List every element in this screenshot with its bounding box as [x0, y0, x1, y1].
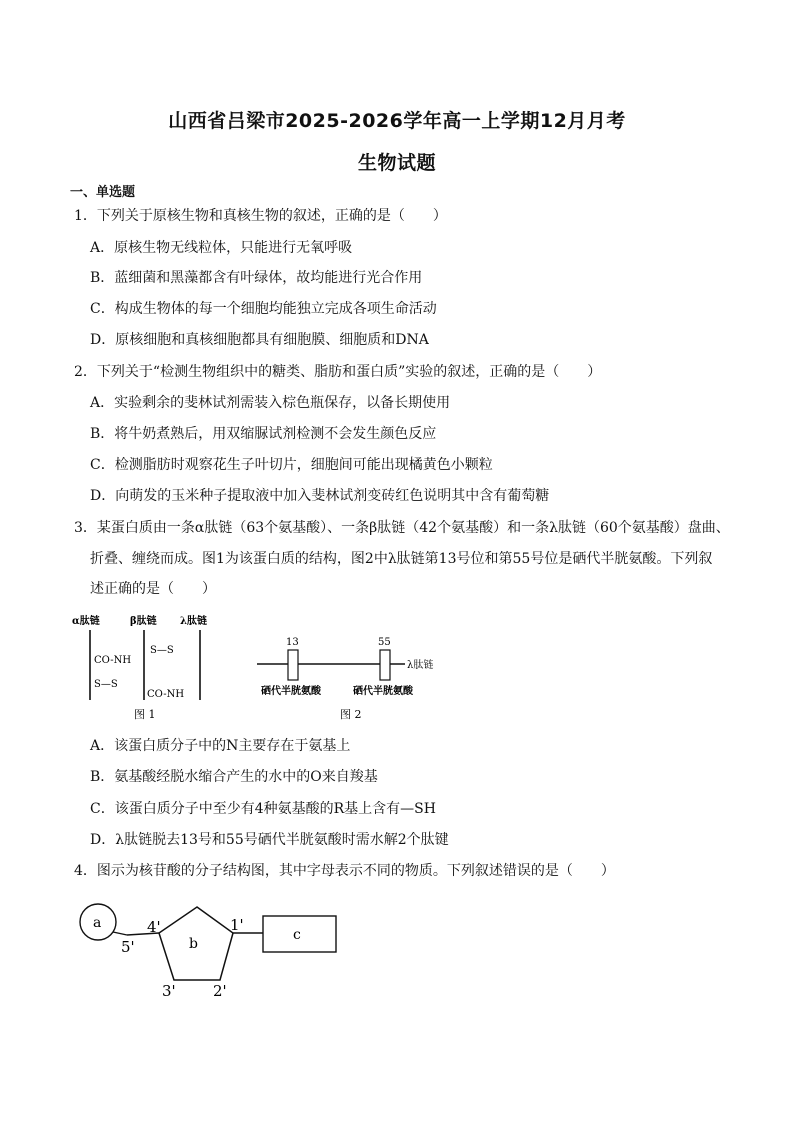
question-2-option-a: A．实验剩余的斐林试剂需装入棕色瓶保存，以备长期使用	[90, 395, 451, 411]
page-subtitle: 生物试题	[357, 152, 436, 174]
fig2-residue-55-box	[380, 650, 390, 680]
fig2-residue-55-label: 硒代半胱氨酸	[353, 686, 413, 697]
bond-a-to-c5	[113, 932, 127, 935]
fig2-caption: 图 2	[340, 708, 362, 721]
question-4-stem: 4．图示为核苷酸的分子结构图，其中字母表示不同的物质。下列叙述错误的是（ ）	[74, 863, 615, 879]
nucleotide-structure-diagram	[75, 900, 350, 1000]
question-3-option-b: B．氨基酸经脱水缩合产生的水中的O来自羧基	[90, 769, 378, 785]
page-title: 山西省吕梁市2025-2026学年高一上学期12月月考	[168, 110, 626, 132]
question-1-option-c: C．构成生物体的每一个细胞均能独立完成各项生命活动	[90, 301, 437, 317]
fig1-ss-bond-bottom: S—S	[94, 679, 118, 690]
question-2-stem: 2．下列关于“检测生物组织中的糖类、脂肪和蛋白质”实验的叙述，正确的是（ ）	[74, 364, 602, 380]
question-3-option-c: C．该蛋白质分子中至少有4种氨基酸的R基上含有—SH	[90, 801, 436, 817]
question-1-stem: 1．下列关于原核生物和真核生物的叙述，正确的是（ ）	[74, 208, 447, 224]
question-2-option-c: C．检测脂肪时观察花生子叶切片，细胞间可能出现橘黄色小颗粒	[90, 457, 493, 473]
fig2-position-55: 55	[378, 637, 391, 648]
question-1-option-a: A．原核生物无线粒体，只能进行无氧呼吸	[90, 240, 353, 256]
question-3-option-a: A．该蛋白质分子中的N主要存在于氨基上	[90, 738, 351, 754]
question-3-option-d: D．λ肽链脱去13号和55号硒代半胱氨酸时需水解2个肽键	[90, 832, 449, 848]
label-b: b	[189, 936, 198, 952]
figure-1-protein-structure	[70, 608, 230, 723]
fig1-ss-bond-top: S—S	[150, 645, 174, 656]
carbon-2-prime: 2'	[213, 982, 227, 1000]
fig1-beta-label: β肽链	[130, 616, 157, 627]
fig2-position-13: 13	[286, 637, 299, 648]
label-a: a	[93, 915, 102, 931]
carbon-5-prime: 5'	[121, 938, 135, 956]
carbon-3-prime: 3'	[162, 982, 176, 1000]
fig1-peptide-bond-bottom: CO-NH	[147, 689, 185, 700]
carbon-4-prime: 4'	[147, 918, 161, 936]
question-1-option-b: B．蓝细菌和黑藻都含有叶绿体，故均能进行光合作用	[90, 270, 423, 286]
section-heading: 一、单选题	[70, 185, 136, 200]
question-3-stem-line-3: 述正确的是（ ）	[90, 581, 216, 597]
question-3-stem-line-1: 3．某蛋白质由一条α肽链（63个氨基酸）、一条β肽链（42个氨基酸）和一条λ肽链（60个氨基酸）盘曲、	[74, 520, 730, 536]
label-c: c	[293, 927, 301, 943]
question-3-stem-line-2: 折叠、缠绕而成。图1为该蛋白质的结构，图2中λ肽链第13号位和第55号位是硒代半胱氨酸。下列叙	[90, 551, 713, 567]
fig1-caption: 图 1	[134, 708, 156, 721]
question-1-option-d: D．原核细胞和真核细胞都具有细胞膜、细胞质和DNA	[90, 332, 429, 348]
carbon-1-prime: 1'	[230, 916, 244, 934]
fig1-alpha-label: α肽链	[72, 616, 100, 627]
fig1-lambda-label: λ肽链	[180, 616, 208, 627]
question-2-option-b: B．将牛奶煮熟后，用双缩脲试剂检测不会发生颜色反应	[90, 426, 437, 442]
fig2-residue-13-label: 硒代半胱氨酸	[261, 686, 321, 697]
fig2-residue-13-box	[288, 650, 298, 680]
fig1-peptide-bond-top: CO-NH	[94, 655, 132, 666]
figure-2-lambda-chain	[255, 630, 455, 725]
question-2-option-d: D．向萌发的玉米种子提取液中加入斐林试剂变砖红色说明其中含有葡萄糖	[90, 488, 550, 504]
fig2-chain-label: λ肽链	[407, 660, 434, 671]
